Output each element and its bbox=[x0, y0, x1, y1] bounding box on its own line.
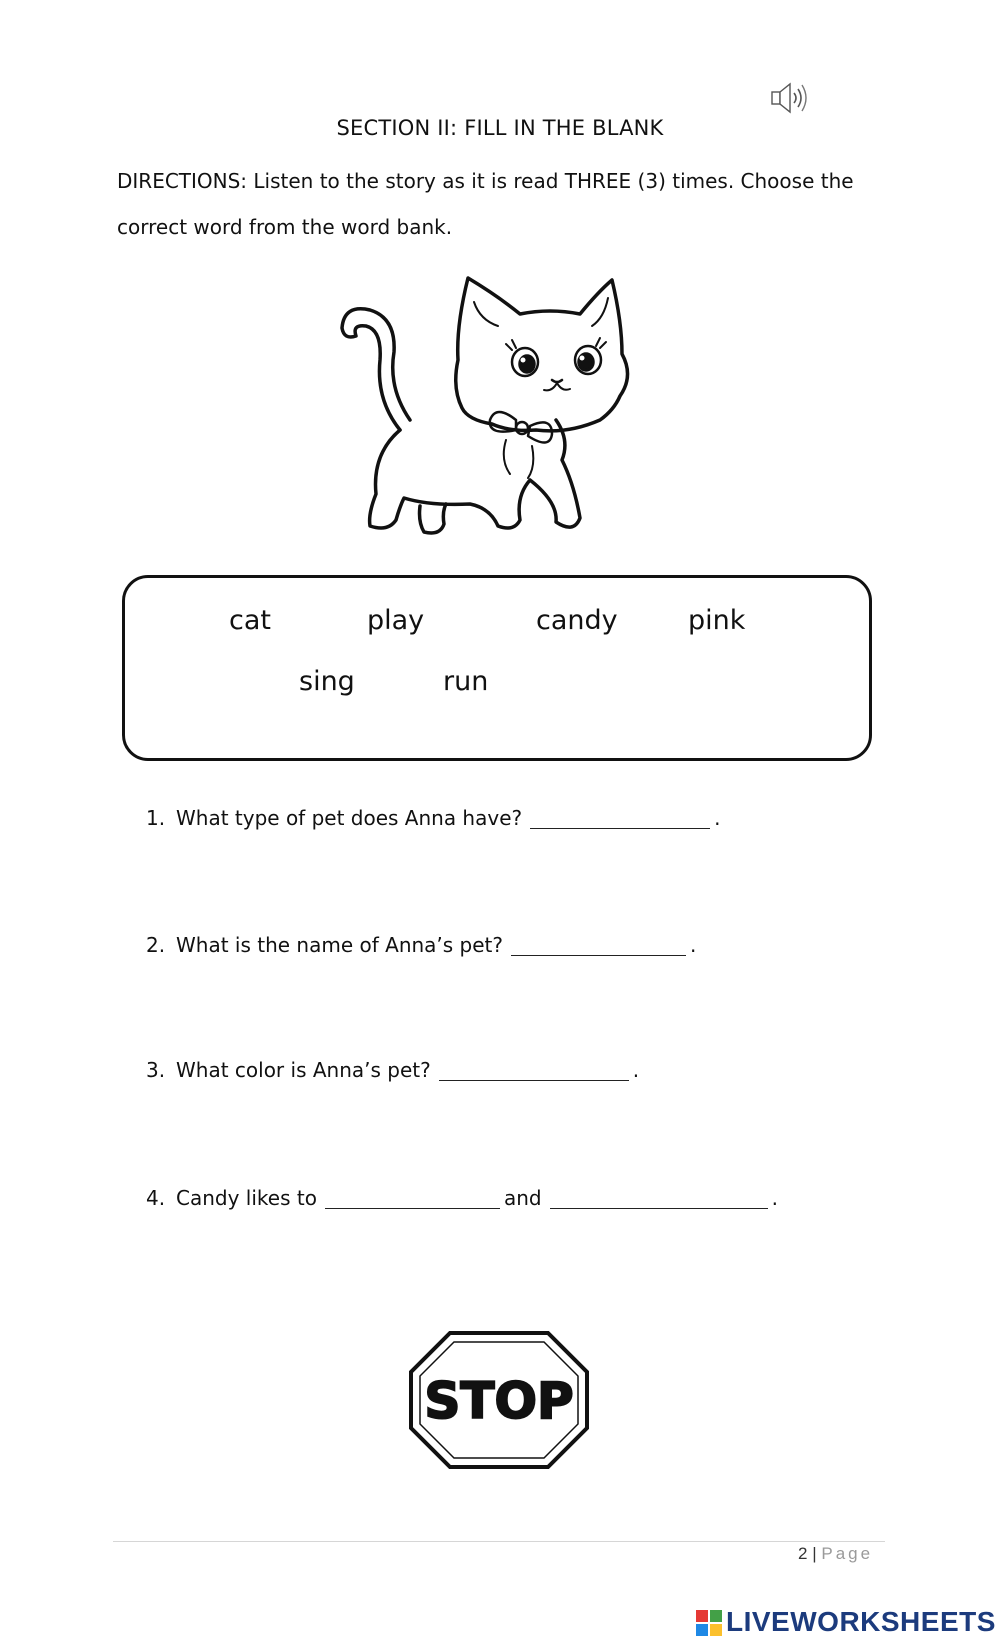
word-bank-item: cat bbox=[229, 605, 271, 636]
answer-blank[interactable] bbox=[550, 1188, 768, 1209]
question-text: Candy likes to bbox=[176, 1186, 317, 1210]
speaker-icon[interactable] bbox=[770, 80, 814, 116]
stop-sign-label: STOP bbox=[424, 1372, 574, 1430]
question-text: What type of pet does Anna have? bbox=[176, 806, 523, 830]
word-bank bbox=[122, 575, 872, 761]
question-1: 1. What type of pet does Anna have? . bbox=[146, 806, 721, 830]
word-bank-item: candy bbox=[536, 605, 618, 636]
answer-blank[interactable] bbox=[530, 808, 710, 829]
question-text: What is the name of Anna’s pet? bbox=[176, 933, 504, 957]
question-4: 4. Candy likes to and . bbox=[146, 1186, 778, 1210]
section-title: SECTION II: FILL IN THE BLANK bbox=[336, 116, 664, 140]
word-bank-item: run bbox=[443, 666, 489, 697]
question-number: 1. bbox=[146, 806, 166, 830]
question-number: 3. bbox=[146, 1058, 166, 1082]
footer-divider bbox=[113, 1541, 885, 1542]
liveworksheets-logo: LIVEWORKSHEETS bbox=[696, 1606, 996, 1640]
question-3: 3. What color is Anna’s pet? . bbox=[146, 1058, 640, 1082]
word-bank-item: sing bbox=[299, 666, 355, 697]
directions-text: DIRECTIONS: Listen to the story as it is read THREE (3) times. Choose the correct word from the word bank. bbox=[117, 169, 854, 239]
answer-blank[interactable] bbox=[511, 935, 686, 956]
cat-illustration bbox=[330, 270, 650, 560]
word-bank-item: pink bbox=[688, 605, 746, 636]
logo-icon bbox=[696, 1610, 722, 1636]
answer-blank[interactable] bbox=[325, 1188, 500, 1209]
page-number: 2 | Page bbox=[798, 1544, 874, 1563]
word-bank-item: play bbox=[367, 605, 425, 636]
question-text: What color is Anna’s pet? bbox=[176, 1058, 431, 1082]
question-connector: and bbox=[503, 1186, 542, 1210]
stop-sign bbox=[408, 1330, 590, 1470]
answer-blank[interactable] bbox=[439, 1060, 629, 1081]
question-number: 2. bbox=[146, 933, 166, 957]
question-number: 4. bbox=[146, 1186, 166, 1210]
question-2: 2. What is the name of Anna’s pet? . bbox=[146, 933, 697, 957]
